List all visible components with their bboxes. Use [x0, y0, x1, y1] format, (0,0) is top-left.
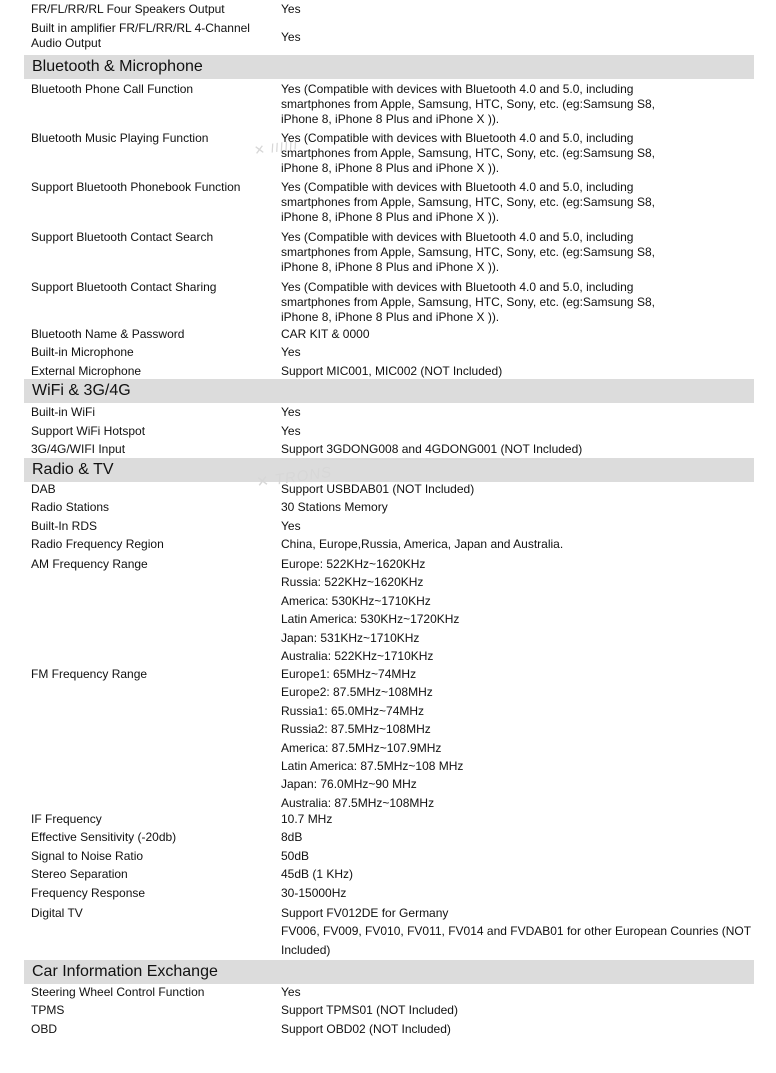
spec-value-line: Yes: [281, 424, 301, 438]
spec-value: [281, 442, 753, 457]
spec-key: Support WiFi Hotspot: [31, 424, 146, 438]
spec-value-line: Russia2: 87.5MHz~108MHz: [281, 722, 431, 737]
spec-key: Support Bluetooth Phonebook Function: [31, 180, 241, 194]
spec-value-line: Yes: [281, 985, 301, 999]
spec-value-line: Australia: 522KHz~1710KHz: [281, 649, 434, 664]
spec-value: [281, 82, 753, 127]
spec-key: Bluetooth Music Playing Function: [31, 131, 209, 145]
spec-value: [281, 424, 753, 439]
spec-key: Built-in Microphone: [31, 345, 134, 359]
spec-value-line: Yes: [281, 2, 301, 16]
spec-value-line: Support FV012DE for Germany: [281, 906, 449, 920]
spec-value-line: 30 Stations Memory: [281, 500, 388, 514]
spec-value-line: Europe: 522KHz~1620KHz: [281, 557, 426, 571]
spec-value-line: Latin America: 87.5MHz~108 MHz: [281, 759, 464, 774]
spec-key: Radio Stations: [31, 500, 110, 514]
spec-value: [281, 985, 753, 1000]
section-title: Bluetooth & Microphone: [32, 58, 203, 75]
section-header-wifi: [24, 379, 754, 403]
spec-value-line: Japan: 76.0MHz~90 MHz: [281, 777, 417, 792]
spec-value-line: 45dB (1 KHz): [281, 867, 354, 881]
spec-value-line: iPhone 8, iPhone 8 Plus and iPhone X )).: [281, 112, 500, 126]
spec-key: Support Bluetooth Contact Sharing: [31, 280, 217, 294]
spec-value: [281, 867, 753, 882]
spec-value-line: Russia: 522KHz~1620KHz: [281, 575, 424, 590]
spec-value-line: 10.7 MHz: [281, 812, 333, 826]
spec-value: [281, 280, 753, 325]
spec-value-line: America: 87.5MHz~107.9MHz: [281, 740, 442, 755]
spec-value: [281, 327, 753, 342]
section-title: WiFi & 3G/4G: [32, 382, 131, 399]
spec-key: TPMS: [31, 1003, 65, 1017]
spec-value-line: America: 530KHz~1710KHz: [281, 593, 431, 608]
spec-key: FR/FL/RR/RL Four Speakers Output: [31, 2, 225, 16]
spec-value-line: smartphones from Apple, Samsung, HTC, Sony, etc. (eg:Samsung S8,: [281, 295, 655, 309]
spec-value-line: smartphones from Apple, Samsung, HTC, Sony, etc. (eg:Samsung S8,: [281, 195, 655, 209]
spec-key: IF Frequency: [31, 812, 102, 826]
spec-value-line: iPhone 8, iPhone 8 Plus and iPhone X )).: [281, 310, 500, 324]
spec-key: AM Frequency Range: [31, 557, 148, 571]
spec-key: Built-In RDS: [31, 519, 98, 533]
spec-value: [281, 555, 753, 665]
spec-value-line: Europe1: 65MHz~74MHz: [281, 667, 417, 681]
spec-value-line: smartphones from Apple, Samsung, HTC, Sony, etc. (eg:Samsung S8,: [281, 146, 655, 160]
spec-key: Digital TV: [31, 906, 83, 920]
spec-value-line: China, Europe,Russia, America, Japan and Australia.: [281, 537, 564, 551]
spec-value: [281, 886, 753, 901]
section-header-car-info: [24, 960, 754, 984]
spec-value-line: Support 3GDONG008 and 4GDONG001 (NOT Included): [281, 442, 583, 456]
spec-value: [281, 131, 753, 176]
spec-value-line: Yes: [281, 30, 301, 44]
spec-key: Signal to Noise Ratio: [31, 849, 144, 863]
spec-value-line: Yes: [281, 345, 301, 359]
spec-value: [281, 1003, 753, 1018]
spec-key: Support Bluetooth Contact Search: [31, 230, 214, 244]
spec-value-line: FV006, FV009, FV010, FV011, FV014 and FVDAB01 for other European Counries (NOT: [281, 924, 752, 939]
spec-value: [281, 180, 753, 225]
section-header-radio-tv: [24, 458, 754, 482]
spec-value: [281, 830, 753, 845]
spec-value: [281, 405, 753, 420]
spec-value: [281, 30, 753, 45]
watermark-logo: ✕ TRONS: [255, 463, 334, 492]
section-header-bluetooth: [24, 55, 754, 79]
spec-value: [281, 230, 753, 275]
spec-value-line: Japan: 531KHz~1710KHz: [281, 630, 420, 645]
spec-value-line: smartphones from Apple, Samsung, HTC, Sony, etc. (eg:Samsung S8,: [281, 97, 655, 111]
spec-key: Built-in WiFi: [31, 405, 96, 419]
spec-value-line: Yes (Compatible with devices with Bluetooth 4.0 and 5.0, including: [281, 280, 634, 294]
spec-key: 3G/4G/WIFI Input: [31, 442, 126, 456]
watermark-logo: ✕ IIIIII: [253, 137, 299, 159]
spec-value-line: Yes: [281, 519, 301, 533]
spec-value-line: iPhone 8, iPhone 8 Plus and iPhone X )).: [281, 210, 500, 224]
spec-value-line: CAR KIT & 0000: [281, 327, 370, 341]
spec-value-line: Included): [281, 942, 331, 957]
spec-value-line: smartphones from Apple, Samsung, HTC, Sony, etc. (eg:Samsung S8,: [281, 245, 655, 259]
spec-value: [281, 849, 753, 864]
spec-value-line: Support TPMS01 (NOT Included): [281, 1003, 458, 1017]
spec-value-line: Support USBDAB01 (NOT Included): [281, 482, 475, 496]
spec-value-line: Australia: 87.5MHz~108MHz: [281, 795, 435, 810]
spec-key: Frequency Response: [31, 886, 146, 900]
spec-value: [281, 2, 753, 17]
spec-key: Stereo Separation: [31, 867, 128, 881]
spec-key: Radio Frequency Region: [31, 537, 164, 551]
spec-value-line: Yes (Compatible with devices with Bluetooth 4.0 and 5.0, including: [281, 82, 634, 96]
section-title: Radio & TV: [32, 461, 114, 478]
spec-value-line: Support MIC001, MIC002 (NOT Included): [281, 364, 503, 378]
spec-value: [281, 665, 753, 812]
spec-value-line: iPhone 8, iPhone 8 Plus and iPhone X )).: [281, 260, 500, 274]
spec-value: [281, 345, 753, 360]
spec-value: [281, 812, 753, 827]
section-title: Car Information Exchange: [32, 963, 218, 980]
spec-value-line: 50dB: [281, 849, 310, 863]
spec-key: Bluetooth Name & Password: [31, 327, 185, 341]
spec-value: [281, 500, 753, 515]
spec-value: [281, 482, 753, 497]
spec-key: OBD: [31, 1022, 58, 1036]
spec-value-line: Yes (Compatible with devices with Bluetooth 4.0 and 5.0, including: [281, 131, 634, 145]
spec-value: [281, 537, 753, 552]
spec-value-line: Yes (Compatible with devices with Bluetooth 4.0 and 5.0, including: [281, 180, 634, 194]
spec-key: Steering Wheel Control Function: [31, 985, 205, 999]
spec-value-line: Russia1: 65.0MHz~74MHz: [281, 703, 425, 718]
spec-key: External Microphone: [31, 364, 142, 378]
spec-key: FM Frequency Range: [31, 667, 148, 681]
spec-value-line: Europe2: 87.5MHz~108MHz: [281, 685, 433, 700]
spec-value: [281, 1022, 753, 1037]
spec-value-line: Support OBD02 (NOT Included): [281, 1022, 451, 1036]
spec-value: [281, 519, 753, 534]
spec-value-line: Latin America: 530KHz~1720KHz: [281, 612, 460, 627]
spec-value-line: 8dB: [281, 830, 303, 844]
spec-key: Bluetooth Phone Call Function: [31, 82, 194, 96]
spec-value: [281, 904, 753, 959]
spec-key: Effective Sensitivity (-20db): [31, 830, 177, 844]
spec-value-line: 30-15000Hz: [281, 886, 347, 900]
spec-value: [281, 364, 753, 379]
spec-value-line: Yes: [281, 405, 301, 419]
spec-value-line: iPhone 8, iPhone 8 Plus and iPhone X )).: [281, 161, 500, 175]
spec-key: Built in amplifier FR/FL/RR/RL 4-Channel Audio Output: [31, 21, 250, 50]
spec-key: DAB: [31, 482, 56, 496]
spec-value-line: Yes (Compatible with devices with Bluetooth 4.0 and 5.0, including: [281, 230, 634, 244]
